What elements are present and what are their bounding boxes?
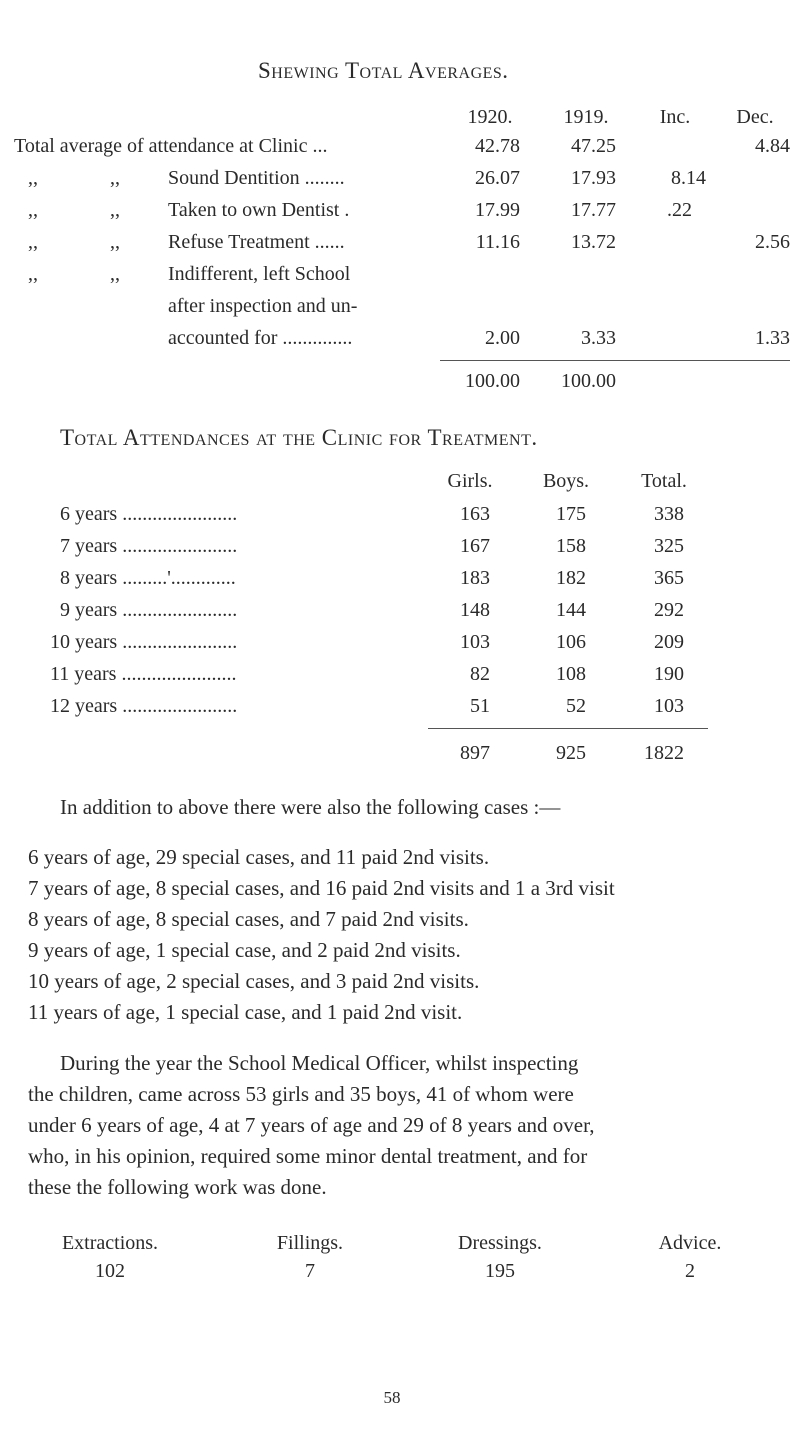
avg-value: 2.00 <box>485 327 520 349</box>
avg-value: 17.93 <box>571 167 616 189</box>
work-label: Extractions. <box>61 1232 159 1254</box>
ditto-mark: ,, <box>28 199 38 221</box>
age-label: 6 years ....................... <box>60 503 238 525</box>
additional-line: 11 years of age, 1 special case, and 1 paid 2nd visit. <box>28 1000 463 1024</box>
girls-value: 148 <box>460 599 490 621</box>
work-label: Advice. <box>658 1232 722 1254</box>
ditto-mark: ,, <box>110 263 120 285</box>
work-value: 7 <box>305 1260 315 1282</box>
divider <box>428 728 708 729</box>
work-value: 195 <box>485 1260 515 1282</box>
divider <box>440 360 790 361</box>
col-dec: Dec. <box>736 106 774 128</box>
ditto-mark: ,, <box>110 231 120 253</box>
paragraph-line: under 6 years of age, 4 at 7 years of age and 29 of 8 years and over, <box>28 1113 595 1137</box>
age-label: 10 years ....................... <box>50 631 238 653</box>
work-label: Fillings. <box>276 1232 344 1254</box>
additional-line: 8 years of age, 8 special cases, and 7 paid 2nd visits. <box>28 907 469 931</box>
age-label: 12 years ....................... <box>50 695 238 717</box>
ditto-mark: ,, <box>28 231 38 253</box>
avg-value: 26.07 <box>475 167 520 189</box>
age-label: 7 years ....................... <box>60 535 238 557</box>
age-label: 9 years ....................... <box>60 599 238 621</box>
total-value: 209 <box>654 631 684 653</box>
boys-value: 144 <box>556 599 586 621</box>
avg-row-label: Taken to own Dentist . <box>168 199 350 221</box>
girls-value: 167 <box>460 535 490 557</box>
total-value: 292 <box>654 599 684 621</box>
boys-value: 158 <box>556 535 586 557</box>
boys-value: 106 <box>556 631 586 653</box>
col-total: Total. <box>641 470 687 492</box>
boys-value: 182 <box>556 567 586 589</box>
col-inc: Inc. <box>659 106 691 128</box>
total-value: 325 <box>654 535 684 557</box>
avg-inc: 8.14 <box>671 167 706 189</box>
total-value: 103 <box>654 695 684 717</box>
additional-line: 9 years of age, 1 special case, and 2 paid 2nd visits. <box>28 938 461 962</box>
col-boys: Boys. <box>542 470 590 492</box>
girls-value: 82 <box>470 663 490 685</box>
avg-row-label: after inspection and un- <box>168 295 358 317</box>
girls-value: 51 <box>470 695 490 717</box>
avg-value: 42.78 <box>475 135 520 157</box>
avg-row-label: Sound Dentition ........ <box>168 167 345 189</box>
avg-inc: .22 <box>667 199 692 221</box>
additional-intro: In addition to above there were also the following cases :— <box>60 795 561 819</box>
paragraph-line: the children, came across 53 girls and 35 boys, 41 of whom were <box>28 1082 574 1106</box>
girls-total: 897 <box>460 742 490 764</box>
col-1919: 1919. <box>563 106 609 128</box>
age-label: 8 years .........'............. <box>60 567 236 589</box>
girls-value: 163 <box>460 503 490 525</box>
paragraph-line: who, in his opinion, required some minor dental treatment, and for <box>28 1144 588 1168</box>
avg-dec: 4.84 <box>755 135 790 157</box>
ditto-mark: ,, <box>28 167 38 189</box>
paragraph-line: these the following work was done. <box>28 1175 327 1199</box>
work-label: Dressings. <box>458 1232 542 1254</box>
page-number: 58 <box>383 1388 401 1407</box>
avg-total: 100.00 <box>465 370 520 392</box>
ditto-mark: ,, <box>28 263 38 285</box>
col-girls: Girls. <box>447 470 493 492</box>
ditto-mark: ,, <box>110 167 120 189</box>
avg-row-label: Total average of attendance at Clinic ... <box>14 135 328 157</box>
boys-total: 925 <box>556 742 586 764</box>
paragraph-line: During the year the School Medical Officer, whilst inspecting <box>60 1051 579 1075</box>
averages-heading: Shewing Total Averages. <box>258 58 509 83</box>
age-label: 11 years ....................... <box>50 663 237 685</box>
grand-total: 1822 <box>644 742 684 764</box>
avg-value: 3.33 <box>581 327 616 349</box>
total-value: 338 <box>654 503 684 525</box>
boys-value: 52 <box>566 695 586 717</box>
avg-value: 13.72 <box>571 231 616 253</box>
avg-row-label: Indifferent, left School <box>168 263 351 285</box>
avg-value: 47.25 <box>571 135 616 157</box>
attendances-heading: Total Attendances at the Clinic for Treatment. <box>60 425 538 450</box>
avg-total: 100.00 <box>561 370 616 392</box>
total-value: 365 <box>654 567 684 589</box>
boys-value: 175 <box>556 503 586 525</box>
avg-value: 17.77 <box>571 199 616 221</box>
avg-dec: 1.33 <box>755 327 790 349</box>
avg-dec: 2.56 <box>755 231 790 253</box>
work-value: 2 <box>685 1260 695 1282</box>
additional-line: 10 years of age, 2 special cases, and 3 paid 2nd visits. <box>28 969 480 993</box>
avg-row-label: Refuse Treatment ...... <box>168 231 345 253</box>
girls-value: 183 <box>460 567 490 589</box>
avg-row-label: accounted for .............. <box>168 327 353 349</box>
additional-line: 7 years of age, 8 special cases, and 16 paid 2nd visits and 1 a 3rd visit <box>28 876 615 900</box>
ditto-mark: ,, <box>110 199 120 221</box>
total-value: 190 <box>654 663 684 685</box>
additional-line: 6 years of age, 29 special cases, and 11 paid 2nd visits. <box>28 845 490 869</box>
avg-value: 17.99 <box>475 199 520 221</box>
col-1920: 1920. <box>467 106 513 128</box>
avg-value: 11.16 <box>475 231 520 253</box>
girls-value: 103 <box>460 631 490 653</box>
work-value: 102 <box>95 1260 125 1282</box>
boys-value: 108 <box>556 663 586 685</box>
